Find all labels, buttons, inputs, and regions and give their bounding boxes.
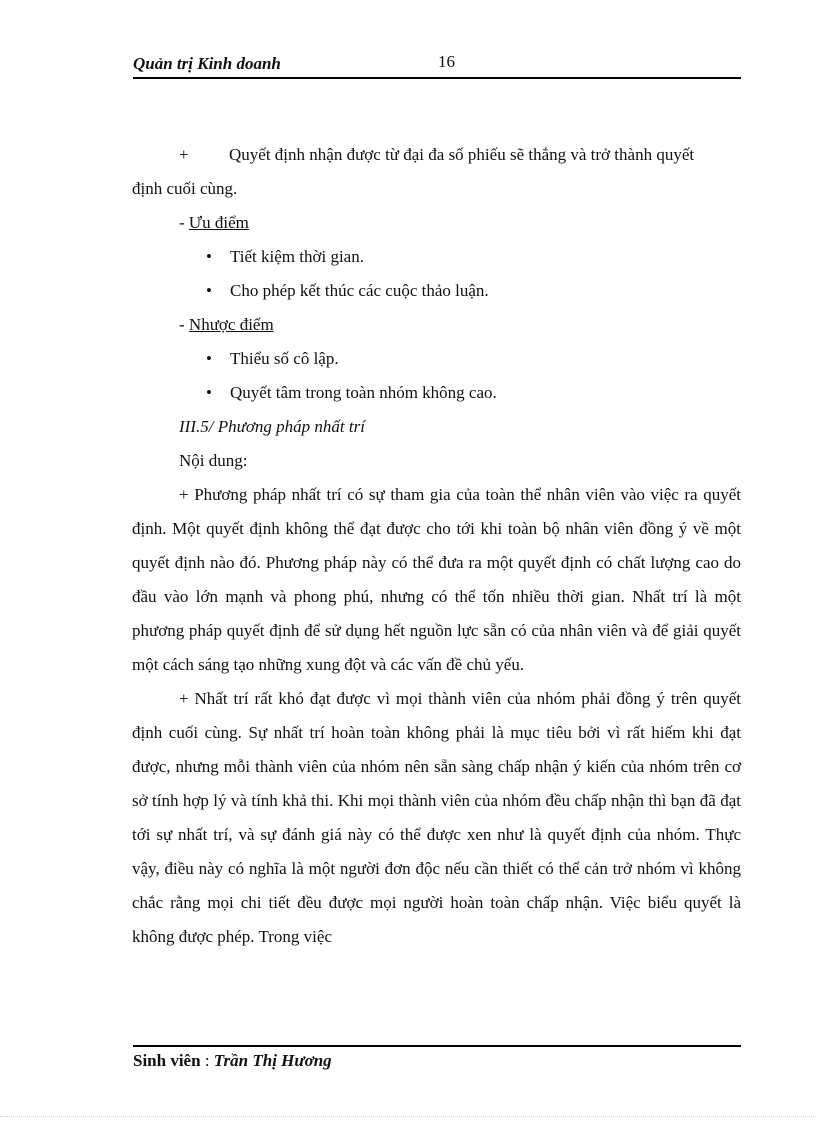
plus-marker: + — [179, 145, 189, 164]
advantages-label: Ưu điểm — [188, 213, 249, 232]
advantages-dash: - — [179, 213, 189, 232]
list-item-text: Tiết kiệm thời gian. — [230, 247, 364, 266]
list-item — [132, 376, 741, 410]
vote-result-text: Quyết định nhận được từ đại đa số phiếu sẽ thắng và trở thành quyết — [229, 145, 695, 164]
bullet-icon: • — [206, 281, 212, 300]
header-title: Quản trị Kinh doanh — [133, 54, 281, 73]
page-header — [133, 50, 741, 79]
page-edge-divider — [0, 1116, 816, 1117]
vote-result-continuation: định cuối cùng. — [132, 179, 238, 198]
list-item-text: Quyết tâm trong toàn nhóm không cao. — [230, 383, 497, 402]
list-item — [132, 342, 741, 376]
bullet-icon: • — [206, 247, 212, 266]
disadvantages-label: Nhược điểm — [188, 315, 274, 334]
paragraph-consensus-1: + Phương pháp nhất trí có sự tham gia của toàn thể nhân viên vào việc ra quyết định. Một quyết định không thể đạt được cho tới khi toàn bộ nhân viên đồng ý về một quyết định nào đó. Phương pháp này có thể đưa ra một quyết định có chất lượng cao do đầu vào lớn mạnh và phong phú, nhưng có thể tốn nhiều thời gian. Nhất trí là một phương pháp quyết định để sử dụng hết nguồn lực sẵn có của nhân viên và để giải quyết một cách sáng tạo những xung đột và các vấn đề chủ yếu. — [132, 485, 741, 674]
student-name: Trần Thị Hương — [213, 1051, 332, 1070]
list-item-text: Thiểu số cô lập. — [230, 349, 339, 368]
page-footer — [133, 1045, 741, 1071]
list-item — [132, 240, 741, 274]
footer-label: Sinh viên — [133, 1051, 201, 1070]
footer-separator: : — [200, 1051, 214, 1070]
advantages-heading — [132, 206, 741, 240]
disadvantages-dash: - — [179, 315, 189, 334]
section-heading: III.5/ Phương pháp nhất trí — [179, 417, 365, 436]
paragraph-consensus-2: + Nhất trí rất khó đạt được vì mọi thành viên của nhóm phải đồng ý trên quyết định cuối cùng. Sự nhất trí hoàn toàn không phải là mục tiêu bởi vì rất hiếm khi đạt được, nhưng mỗi thành viên của nhóm nên sẵn sàng chấp nhận ý kiến của nhóm trên cơ sở tính hợp lý và tính khả thi. Khi mọi thành viên của nhóm đều chấp nhận thì bạn đã đạt tới sự nhất trí, và sự đánh giá này có thể được xen như là quyết định của nhóm. Thực vậy, điều này có nghĩa là một người đơn độc nếu cần thiết có thể cản trở nhóm vì không chắc rằng mọi chi tiết đều được mọi người hoàn toàn chấp nhận. Việc biểu quyết là không được phép. Trong việc — [132, 689, 741, 946]
bullet-icon: • — [206, 383, 212, 402]
disadvantages-heading — [132, 308, 741, 342]
page-body — [132, 138, 741, 954]
content-label: Nội dung: — [179, 451, 248, 470]
page-number: 16 — [438, 52, 455, 71]
list-item — [132, 274, 741, 308]
list-item-text: Cho phép kết thúc các cuộc thảo luận. — [230, 281, 489, 300]
bullet-icon: • — [206, 349, 212, 368]
vote-result-line — [132, 138, 741, 172]
